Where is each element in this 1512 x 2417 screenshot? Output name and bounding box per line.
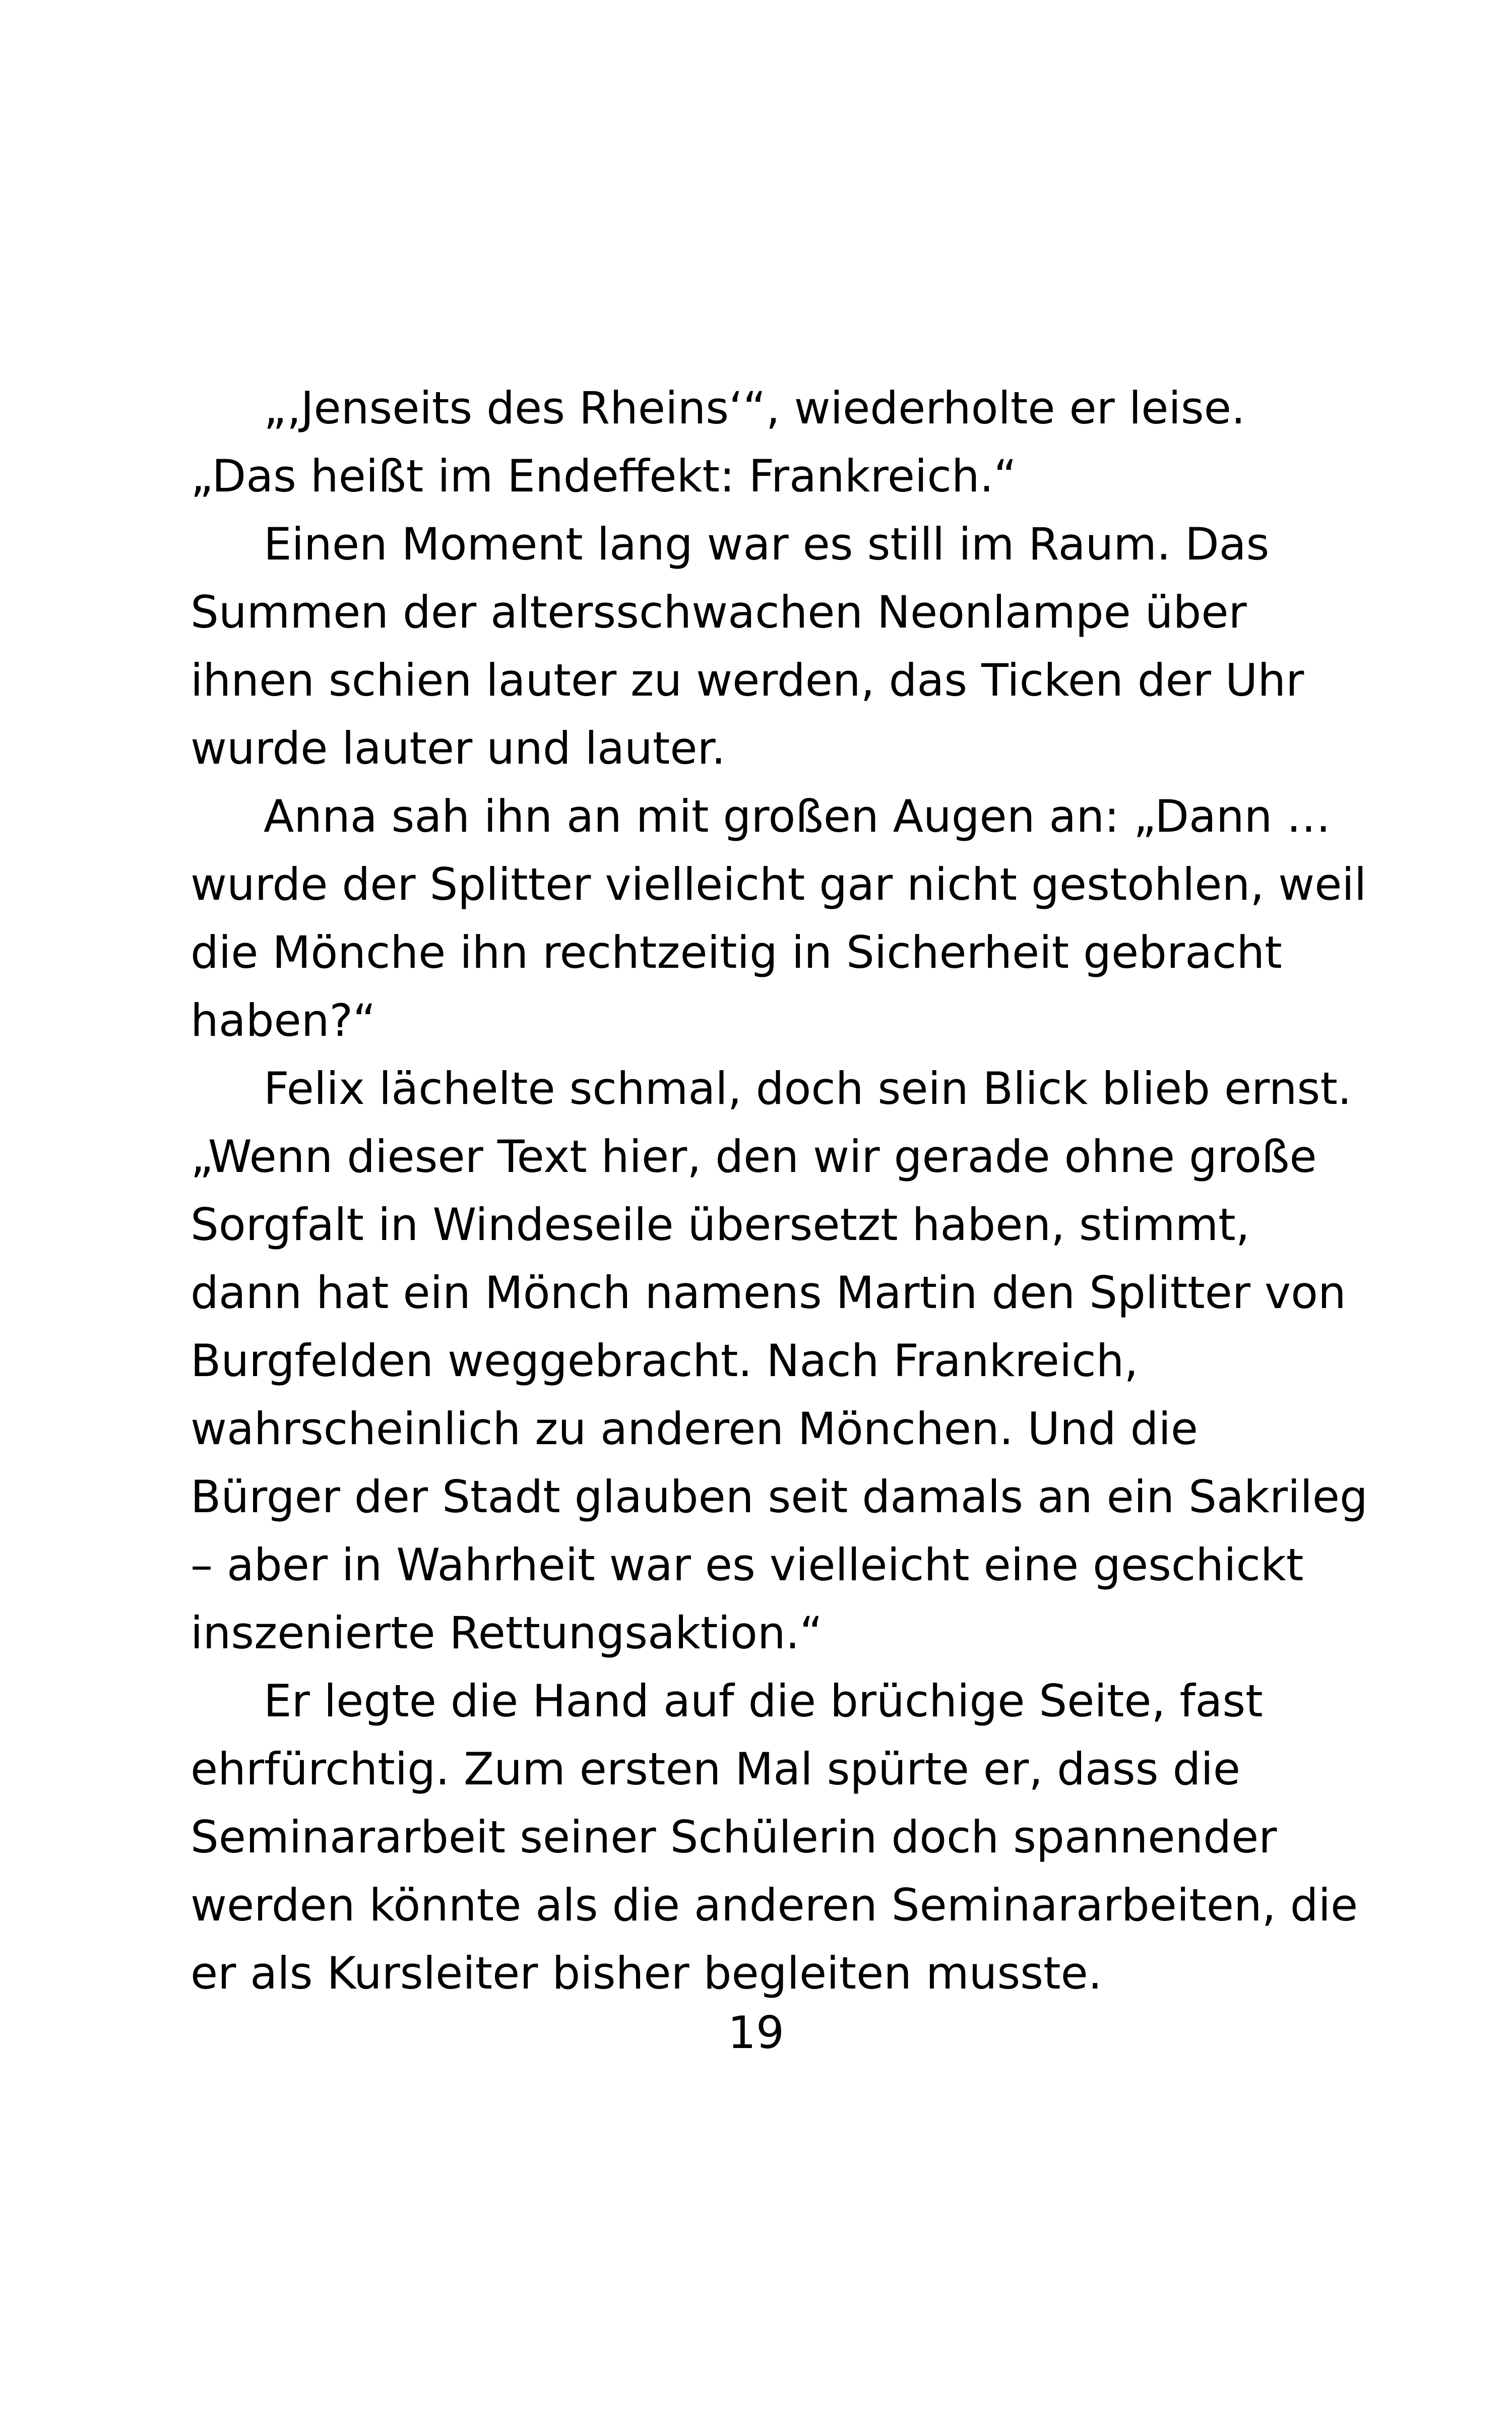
text-line: ehrfürchtig. Zum ersten Mal spürte er, dass die	[191, 1743, 1241, 1795]
body-text	[191, 374, 1368, 2007]
text-line: Anna sah ihn an mit großen Augen an: „Dann …	[264, 790, 1331, 842]
text-line: „Das heißt im Endeffekt: Frankreich.“	[191, 450, 1017, 502]
text-line: die Mönche ihn rechtzeitig in Sicherheit gebracht	[191, 926, 1282, 978]
page-number: 19	[728, 2007, 784, 2059]
text-line: – aber in Wahrheit war es vielleicht eine geschickt	[191, 1539, 1304, 1591]
text-line: dann hat ein Mönch namens Martin den Splitter von	[191, 1267, 1346, 1319]
text-line: Einen Moment lang war es still im Raum. Das	[264, 518, 1270, 570]
text-line: Summen der altersschwachen Neonlampe über	[191, 586, 1247, 638]
text-line: Burgfelden weggebracht. Nach Frankreich,	[191, 1335, 1139, 1387]
text-line: inszenierte Rettungsaktion.“	[191, 1607, 823, 1659]
text-line: haben?“	[191, 995, 376, 1046]
text-line: Felix lächelte schmal, doch sein Blick blieb ernst.	[264, 1063, 1352, 1114]
text-line: Bürger der Stadt glauben seit damals an ein Sakrileg	[191, 1471, 1368, 1523]
text-line: „‚Jenseits des Rheins‘“, wiederholte er leise.	[264, 382, 1245, 434]
text-line: wahrscheinlich zu anderen Mönchen. Und die	[191, 1403, 1199, 1455]
text-line: Sorgfalt in Windeseile übersetzt haben, stimmt,	[191, 1199, 1250, 1251]
text-line: er als Kursleiter bisher begleiten musste.	[191, 1947, 1102, 1999]
text-line: ihnen schien lauter zu werden, das Ticken der Uhr	[191, 654, 1304, 706]
text-line: Er legte die Hand auf die brüchige Seite, fast	[264, 1675, 1263, 1727]
text-line: werden könnte als die anderen Seminararbeiten, die	[191, 1879, 1358, 1931]
text-line: wurde lauter und lauter.	[191, 722, 726, 774]
text-line: wurde der Splitter vielleicht gar nicht gestohlen, weil	[191, 858, 1367, 910]
text-line: Seminararbeit seiner Schülerin doch spannender	[191, 1811, 1277, 1863]
text-line: „Wenn dieser Text hier, den wir gerade ohne große	[191, 1131, 1317, 1183]
